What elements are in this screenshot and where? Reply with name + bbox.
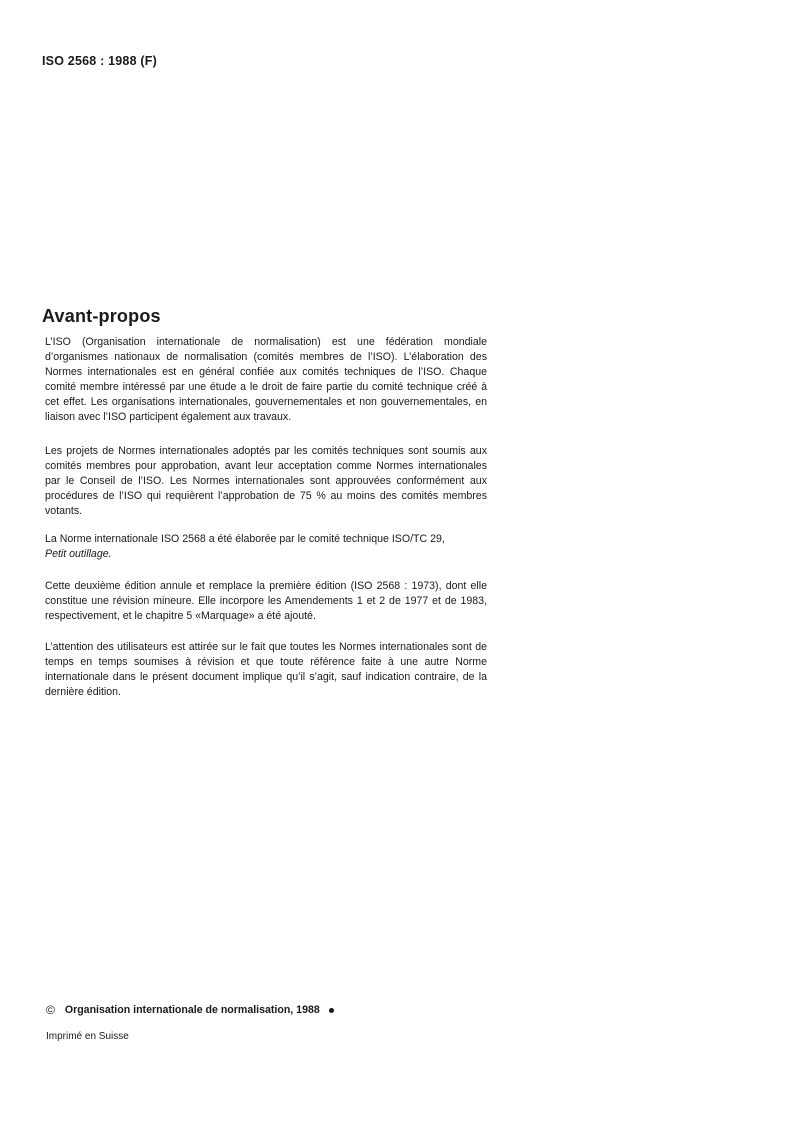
committee-text: La Norme internationale ISO 2568 a été élaborée par le comité technique ISO/TC 29, [45,533,445,545]
committee-name: Petit outillage. [45,548,112,561]
paragraph-committee [45,532,487,562]
paragraph-approval: Les projets de Normes internationales adoptés par les comités techniques sont soumis aux comités membres pour approbation, avant leur acceptation comme Normes internationales par le Conseil de l’ISO. Les Normes internationales sont approuvées conformément aux procédures de l’ISO qui requièrent l’approbation de 75 % au moins des comités membres votants. [45,445,487,518]
copyright-line [46,1003,334,1017]
paragraph-iso-intro: L’ISO (Organisation internationale de normalisation) est une fédération mondiale d’organismes nationaux de normalisation (comités membres de l’ISO). L’élaboration des Normes internationales est en général confiée aux comités techniques de l’ISO. Chaque comité membre intéressé par une étude a le droit de faire partie du comité technique créé à cet effet. Les organisations internationales, gouvernementales et non gouvernementales, en liaison avec l’ISO participent également aux travaux. [45,336,487,424]
section-title: Avant-propos [42,306,161,326]
paragraph-edition: Cette deuxième édition annule et remplace la première édition (ISO 2568 : 1973), dont elle constitue une révision mineure. Elle incorpore les Amendements 1 et 2 de 1977 et de 1983, respectivement, et le chapitre 5 «Marquage» a été ajouté. [45,580,487,623]
copyright-icon: © [46,1003,55,1017]
paragraph-revision: L’attention des utilisateurs est attirée sur le fait que toutes les Normes internationales sont de temps en temps soumises à révision et que toute référence faite à une autre Norme internationale dans le présent document implique qu’il s’agit, sauf indication contraire, de la dernière édition. [45,641,487,699]
printed-in: Imprimé en Suisse [46,1031,129,1042]
copyright-text: Organisation internationale de normalisation, 1988 [64,1004,320,1016]
document-id: ISO 2568 : 1988 (F) [42,54,157,68]
bullet-icon [329,1008,334,1013]
